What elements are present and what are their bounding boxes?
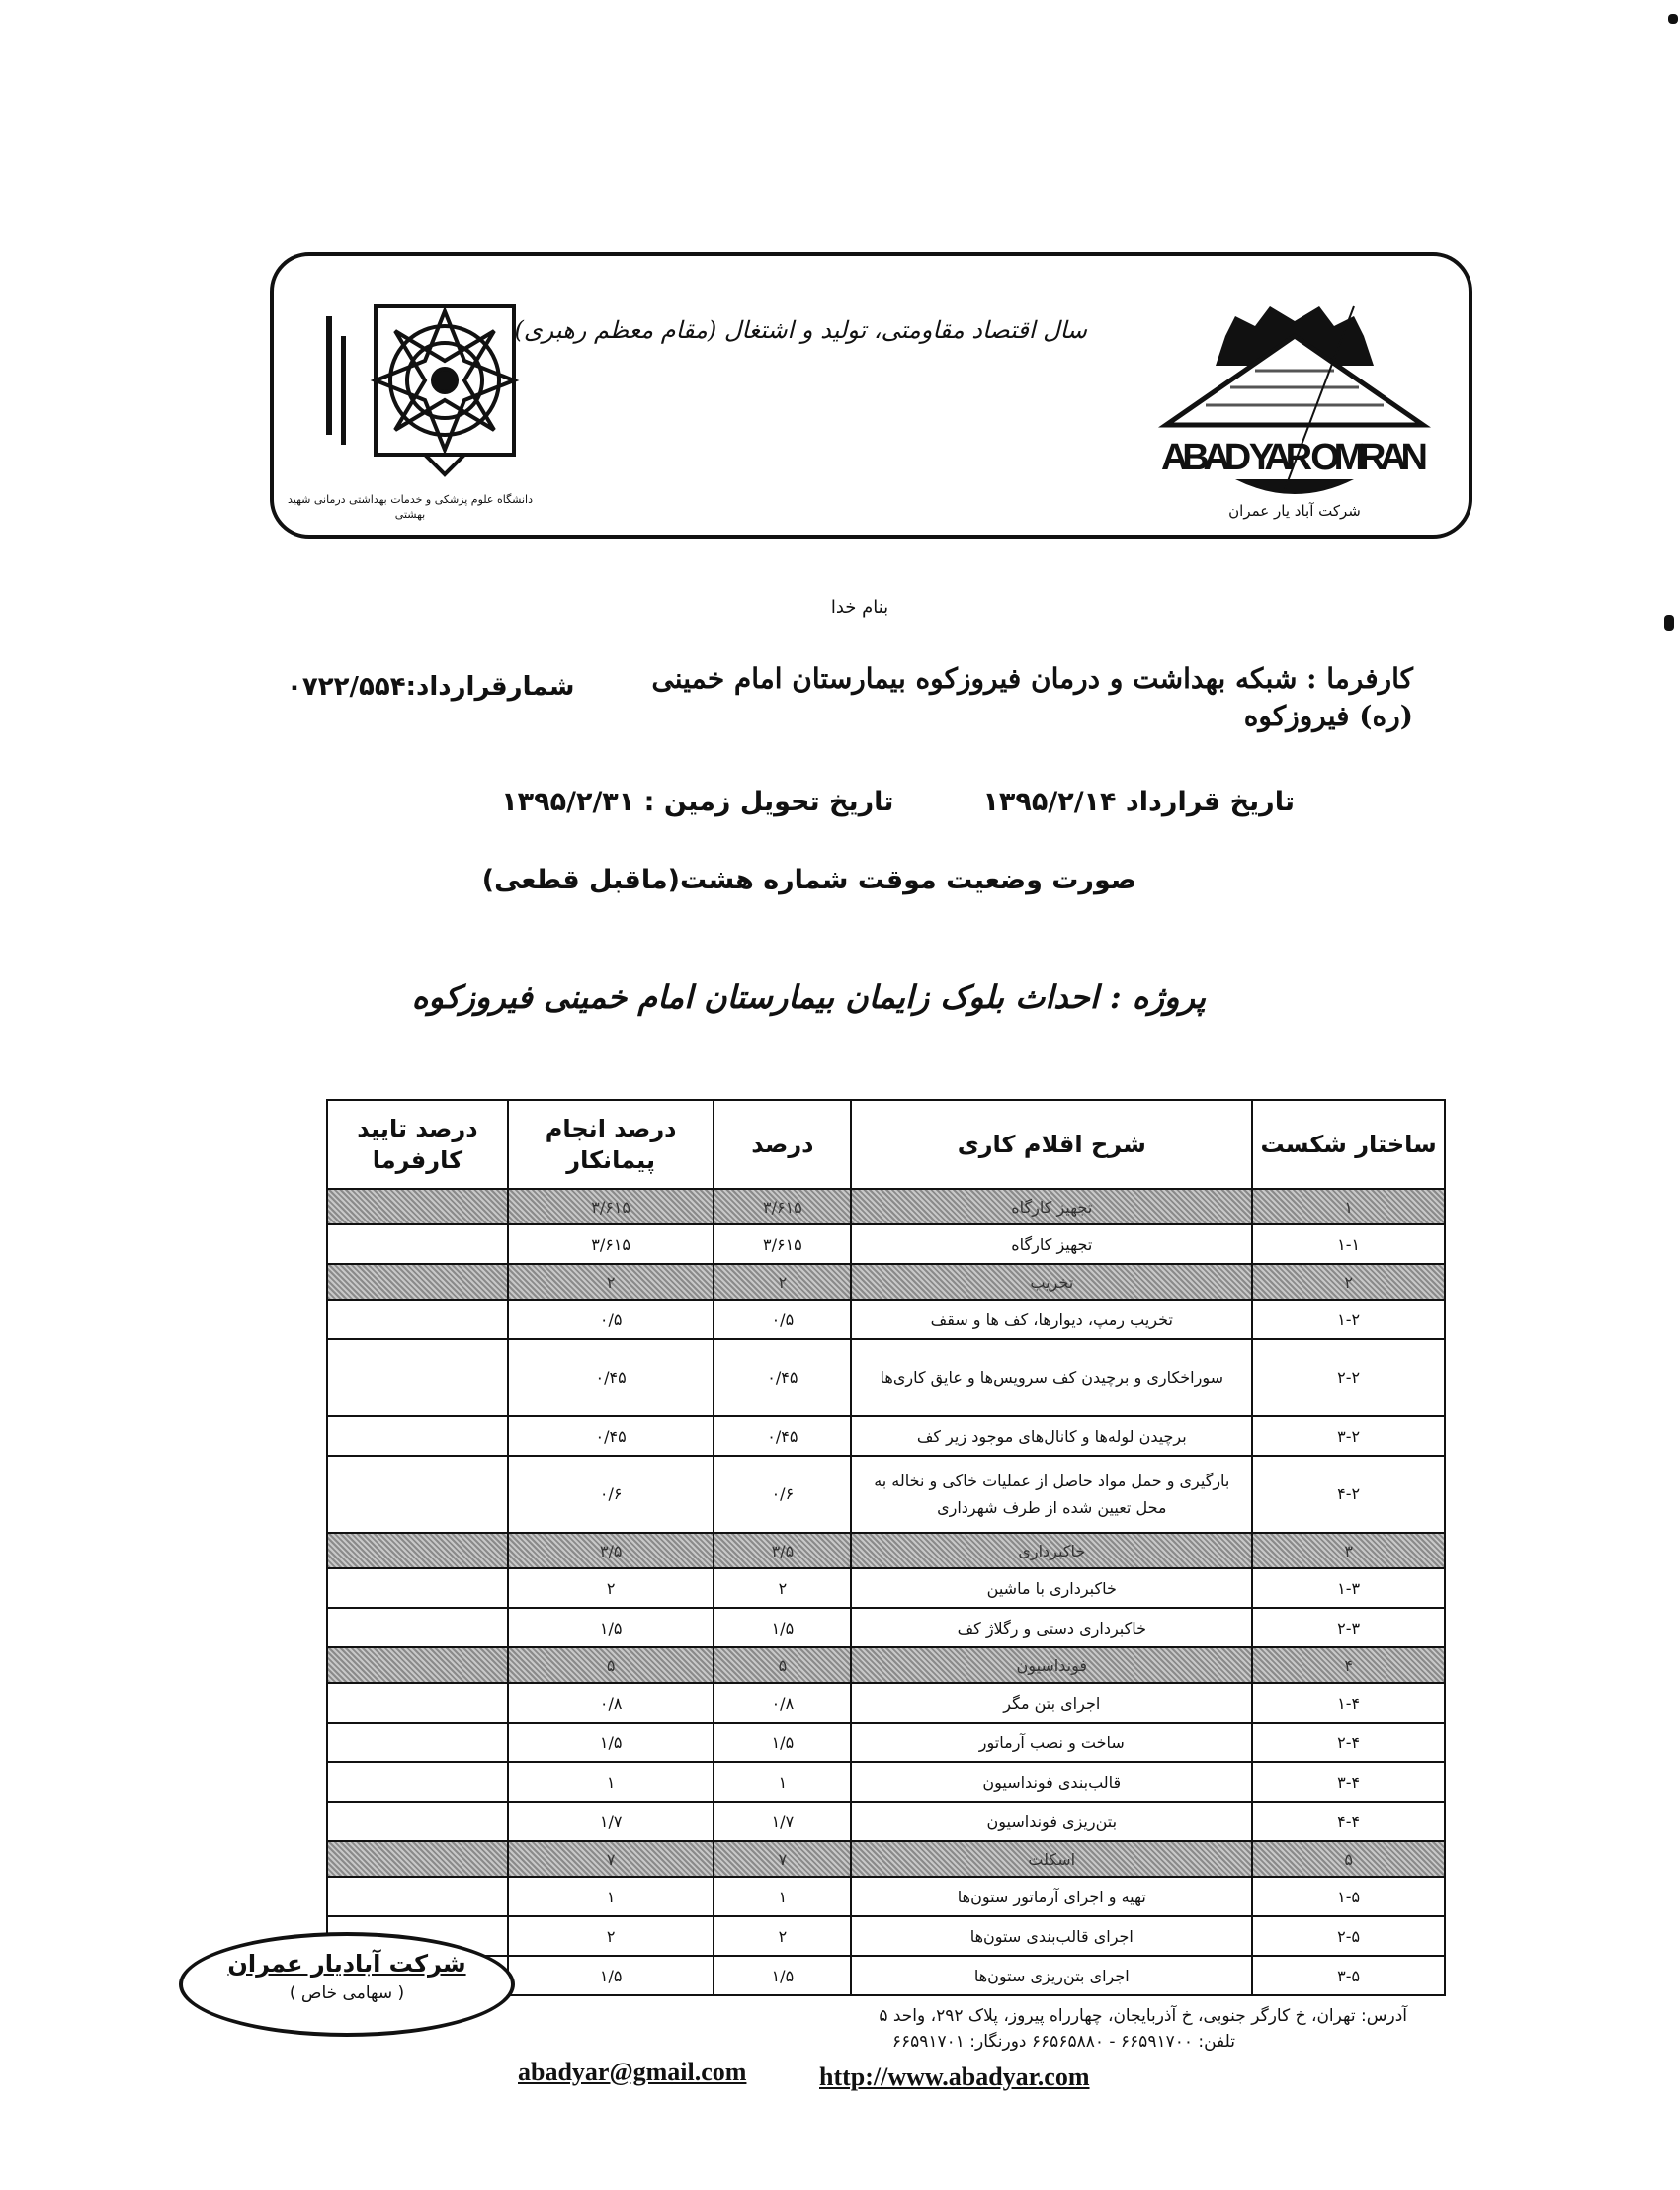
university-logo-text: دانشگاه علوم پزشکی و خدمات بهداشتی درمانی شهید بهشتی (288, 493, 533, 521)
cell-employer-percent (327, 1264, 508, 1300)
footer-phone: تلفن: ۶۶۵۹۱۷۰۰ - ۶۶۵۶۵۸۸۰ دورنگار: ۶۶۵۹۱۷۰۱ (891, 2032, 1235, 2052)
cell-percent-text: ۲ (778, 1578, 788, 1598)
cell-contractor-percent (508, 1189, 714, 1224)
company-stamp (179, 1932, 515, 2037)
cell-code (1252, 1189, 1445, 1224)
cell-code-text: ۳-۴ (1337, 1772, 1361, 1792)
cell-percent-text: ۱ (778, 1887, 788, 1906)
cell-contractor-percent (508, 1339, 714, 1416)
cell-contractor-percent-text: ۲ (606, 1272, 616, 1292)
table-row (327, 1683, 1445, 1723)
table-group-row (327, 1841, 1445, 1877)
cell-code-text: ۲ (1344, 1272, 1353, 1292)
cell-code-text: ۴-۲ (1337, 1484, 1361, 1504)
table-row (327, 1300, 1445, 1339)
cell-contractor-percent (508, 1877, 714, 1916)
cell-description (851, 1224, 1252, 1264)
table-group-row (327, 1264, 1445, 1300)
cell-employer-percent (327, 1802, 508, 1841)
table-row (327, 1723, 1445, 1762)
cell-description-text: قالب‌بندی فونداسیون (982, 1772, 1122, 1792)
cell-description (851, 1877, 1252, 1916)
cell-percent-text: ۱/۷ (771, 1811, 795, 1831)
table-row (327, 1456, 1445, 1533)
cell-percent-text: ۲ (778, 1926, 788, 1946)
punch-hole-mark (1664, 615, 1674, 631)
cell-description (851, 1762, 1252, 1802)
cell-percent (714, 1264, 851, 1300)
cell-percent-text: ۲ (778, 1272, 788, 1292)
cell-employer-percent (327, 1723, 508, 1762)
cell-code (1252, 1647, 1445, 1683)
cell-code (1252, 1339, 1445, 1416)
cell-description (851, 1683, 1252, 1723)
cell-code (1252, 1416, 1445, 1456)
cell-percent (714, 1300, 851, 1339)
land-delivery-date: تاریخ تحویل زمین : ۱۳۹۵/۲/۳۱ (501, 787, 894, 817)
cell-code (1252, 1608, 1445, 1647)
table-row (327, 1608, 1445, 1647)
cell-code (1252, 1802, 1445, 1841)
cell-percent (714, 1683, 851, 1723)
cell-code (1252, 1264, 1445, 1300)
header-breakdown: ساختار شکست (1252, 1100, 1445, 1189)
cell-code (1252, 1568, 1445, 1608)
cell-employer-percent (327, 1416, 508, 1456)
table-group-row (327, 1647, 1445, 1683)
table-row (327, 1339, 1445, 1416)
cell-percent-text: ۰/۸ (771, 1693, 795, 1713)
cell-description-text: برچیدن لوله‌ها و کانال‌های موجود زیر کف (916, 1426, 1187, 1446)
cell-description-text: تجهیز کارگاه (1011, 1197, 1093, 1217)
cell-code-text: ۴ (1344, 1655, 1353, 1675)
work-items-table (326, 1099, 1446, 1996)
year-slogan: سال اقتصاد مقاومتی، تولید و اشتغال (مقام معظم رهبری) (514, 316, 1087, 344)
cell-employer-percent (327, 1647, 508, 1683)
cell-percent-text: ۳/۶۱۵ (762, 1234, 802, 1254)
cell-description-text: تخریب رمپ، دیوارها، کف ها و سقف (930, 1309, 1173, 1329)
cell-code-text: ۱-۳ (1337, 1578, 1361, 1598)
cell-code (1252, 1841, 1445, 1877)
cell-description-text: تجهیز کارگاه (1011, 1234, 1093, 1254)
cell-description (851, 1456, 1252, 1533)
cell-percent-text: ۰/۵ (771, 1309, 795, 1329)
cell-percent-text: ۳/۵ (771, 1541, 795, 1560)
cell-code-text: ۲-۲ (1337, 1368, 1361, 1388)
cell-percent-text: ۰/۶ (771, 1484, 795, 1504)
cell-description-text: اجرای بتن مگر (1003, 1693, 1101, 1713)
cell-contractor-percent (508, 1802, 714, 1841)
cell-description-text: خاکبرداری با ماشین (986, 1578, 1117, 1598)
cell-percent (714, 1339, 851, 1416)
cell-code-text: ۴-۴ (1337, 1811, 1361, 1831)
cell-employer-percent (327, 1841, 508, 1877)
cell-employer-percent (327, 1568, 508, 1608)
stamp-type: ( سهامی خاص ) (289, 1983, 405, 2003)
contract-number: شمارقرارداد:۰۷۲۲/۵۵۴ (287, 672, 575, 702)
cell-contractor-percent-text: ۰/۴۵ (595, 1368, 627, 1388)
statement-title: صورت وضعیت موقت شماره هشت(ماقبل قطعی) (481, 865, 1136, 895)
cell-percent-text: ۱ (778, 1772, 788, 1792)
cell-employer-percent (327, 1683, 508, 1723)
cell-code (1252, 1723, 1445, 1762)
cell-percent (714, 1224, 851, 1264)
cell-contractor-percent-text: ۱/۵ (599, 1732, 623, 1752)
cell-contractor-percent (508, 1608, 714, 1647)
cell-contractor-percent-text: ۵ (606, 1655, 616, 1675)
footer-email[interactable]: abadyar@gmail.com (518, 2058, 747, 2086)
company-logo (1146, 296, 1443, 524)
cell-contractor-percent-text: ۰/۵ (599, 1309, 623, 1329)
cell-contractor-percent (508, 1683, 714, 1723)
cell-code-text: ۱-۵ (1337, 1887, 1361, 1906)
cell-description (851, 1264, 1252, 1300)
cell-code-text: ۱-۴ (1337, 1693, 1361, 1713)
cell-percent (714, 1841, 851, 1877)
cell-percent (714, 1189, 851, 1224)
employer-line: کارفرما : شبکه بهداشت و درمان فیروزکوه بیمارستان امام خمینی (ره) فیروزکوه (651, 662, 1413, 732)
cell-employer-percent (327, 1608, 508, 1647)
stamp-name: شرکت آبادیار عمران (227, 1950, 466, 1978)
cell-description (851, 1647, 1252, 1683)
table-header-row (327, 1100, 1445, 1189)
cell-description-text: اجرای بتن‌ریزی ستون‌ها (973, 1966, 1130, 1985)
cell-contractor-percent (508, 1647, 714, 1683)
cell-contractor-percent (508, 1300, 714, 1339)
cell-percent-text: ۷ (778, 1849, 788, 1869)
cell-contractor-percent (508, 1533, 714, 1568)
cell-description (851, 1723, 1252, 1762)
cell-contractor-percent (508, 1416, 714, 1456)
cell-percent (714, 1956, 851, 1995)
header-employer-percent: درصد تایید کارفرما (327, 1100, 508, 1189)
header-percent: درصد (714, 1100, 851, 1189)
cell-description (851, 1568, 1252, 1608)
cell-contractor-percent (508, 1224, 714, 1264)
cell-percent (714, 1647, 851, 1683)
cell-code-text: ۲-۴ (1337, 1732, 1361, 1752)
svg-text:شرکت آباد یار عمران: شرکت آباد یار عمران (1228, 502, 1361, 520)
contract-date: تاریخ قرارداد ۱۳۹۵/۲/۱۴ (982, 787, 1295, 817)
cell-percent-text: ۱/۵ (771, 1618, 795, 1638)
cell-employer-percent (327, 1456, 508, 1533)
cell-contractor-percent (508, 1456, 714, 1533)
cell-code-text: ۳ (1344, 1541, 1353, 1560)
cell-code (1252, 1300, 1445, 1339)
cell-contractor-percent (508, 1841, 714, 1877)
table-row (327, 1802, 1445, 1841)
cell-code-text: ۳-۵ (1337, 1966, 1361, 1985)
cell-contractor-percent-text: ۱ (606, 1887, 616, 1906)
cell-description (851, 1416, 1252, 1456)
cell-percent (714, 1916, 851, 1956)
cell-description-text: ساخت و نصب آرماتور (978, 1732, 1125, 1752)
cell-contractor-percent-text: ۰/۸ (599, 1693, 623, 1713)
cell-employer-percent (327, 1762, 508, 1802)
cell-code-text: ۱-۲ (1337, 1309, 1361, 1329)
cell-code-text: ۳-۲ (1337, 1426, 1361, 1446)
cell-employer-percent (327, 1189, 508, 1224)
cell-employer-percent (327, 1339, 508, 1416)
cell-contractor-percent-text: ۱/۷ (599, 1811, 623, 1831)
cell-percent (714, 1568, 851, 1608)
cell-employer-percent (327, 1533, 508, 1568)
cell-description (851, 1300, 1252, 1339)
cell-contractor-percent (508, 1723, 714, 1762)
cell-description (851, 1841, 1252, 1877)
dates-line (501, 787, 1295, 817)
cell-code (1252, 1762, 1445, 1802)
cell-percent-text: ۱/۵ (771, 1966, 795, 1985)
cell-description-text: فونداسیون (1016, 1655, 1088, 1675)
header-contractor-percent: درصد انجام پیمانکار (508, 1100, 714, 1189)
cell-percent (714, 1802, 851, 1841)
cell-code (1252, 1877, 1445, 1916)
table-row (327, 1568, 1445, 1608)
cell-code (1252, 1533, 1445, 1568)
cell-contractor-percent-text: ۷ (606, 1849, 616, 1869)
cell-percent-text: ۳/۶۱۵ (762, 1197, 802, 1217)
cell-contractor-percent-text: ۰/۴۵ (595, 1426, 627, 1446)
cell-contractor-percent-text: ۳/۶۱۵ (591, 1197, 631, 1217)
cell-percent-text: ۱/۵ (771, 1732, 795, 1752)
cell-percent (714, 1723, 851, 1762)
table-row (327, 1877, 1445, 1916)
table-row (327, 1416, 1445, 1456)
cell-description (851, 1533, 1252, 1568)
cell-description-text: بتن‌ریزی فونداسیون (986, 1811, 1118, 1831)
cell-description (851, 1802, 1252, 1841)
cell-description-text: خاکبرداری (1018, 1541, 1086, 1560)
cell-employer-percent (327, 1224, 508, 1264)
cell-description-text: بارگیری و حمل مواد حاصل از عملیات خاکی و نخاله به محل تعیین شده از طرف شهرداری (874, 1471, 1230, 1517)
cell-contractor-percent (508, 1568, 714, 1608)
cell-contractor-percent (508, 1916, 714, 1956)
cell-code (1252, 1956, 1445, 1995)
cell-description-text: تهیه و اجرای آرماتور ستون‌ها (957, 1887, 1146, 1906)
cell-employer-percent (327, 1300, 508, 1339)
table-group-row (327, 1189, 1445, 1224)
cell-percent-text: ۰/۴۵ (767, 1426, 798, 1446)
scan-mark (1668, 14, 1678, 24)
cell-contractor-percent-text: ۲ (606, 1578, 616, 1598)
cell-description (851, 1189, 1252, 1224)
cell-contractor-percent (508, 1956, 714, 1995)
basmala: بنام خدا (830, 597, 889, 618)
footer-address: آدرس: تهران، خ کارگر جنوبی، خ آذربایجان، چهارراه پیروز، پلاک ۲۹۲، واحد ۵ (879, 2006, 1407, 2026)
cell-contractor-percent-text: ۳/۶۱۵ (591, 1234, 631, 1254)
cell-description-text: تخریب (1030, 1272, 1074, 1292)
cell-code (1252, 1456, 1445, 1533)
cell-description (851, 1339, 1252, 1416)
cell-code (1252, 1683, 1445, 1723)
cell-percent (714, 1608, 851, 1647)
cell-contractor-percent-text: ۱/۵ (599, 1618, 623, 1638)
table-group-row (327, 1533, 1445, 1568)
cell-contractor-percent-text: ۱/۵ (599, 1966, 623, 1985)
footer-website[interactable]: http://www.abadyar.com (819, 2063, 1090, 2091)
cell-employer-percent (327, 1877, 508, 1916)
cell-code (1252, 1224, 1445, 1264)
cell-percent-text: ۰/۴۵ (767, 1368, 798, 1388)
cell-code-text: ۲-۵ (1337, 1926, 1361, 1946)
cell-code-text: ۱ (1344, 1197, 1353, 1217)
cell-code-text: ۲-۳ (1337, 1618, 1361, 1638)
header-description: شرح اقلام کاری (851, 1100, 1252, 1189)
cell-contractor-percent-text: ۰/۶ (599, 1484, 623, 1504)
project-title: پروژه : احداث بلوک زایمان بیمارستان امام خمینی فیروزکوه (411, 978, 1206, 1016)
cell-contractor-percent-text: ۲ (606, 1926, 616, 1946)
cell-contractor-percent (508, 1264, 714, 1300)
table-row (327, 1762, 1445, 1802)
cell-contractor-percent-text: ۳/۵ (599, 1541, 623, 1560)
university-logo (296, 287, 534, 489)
cell-code-text: ۱-۱ (1337, 1234, 1361, 1254)
cell-description (851, 1956, 1252, 1995)
cell-description-text: اسکلت (1028, 1849, 1076, 1869)
cell-description (851, 1608, 1252, 1647)
cell-description (851, 1916, 1252, 1956)
company-logo-wordmark: ABAD YAR OMRAN (1161, 437, 1428, 478)
cell-percent (714, 1456, 851, 1533)
cell-percent (714, 1533, 851, 1568)
table-row (327, 1224, 1445, 1264)
cell-contractor-percent-text: ۱ (606, 1772, 616, 1792)
cell-percent (714, 1877, 851, 1916)
cell-percent (714, 1416, 851, 1456)
cell-code (1252, 1916, 1445, 1956)
cell-description-text: سوراخکاری و برچیدن کف سرویس‌ها و عایق کاری‌ها (880, 1368, 1224, 1388)
cell-code-text: ۵ (1344, 1849, 1353, 1869)
cell-percent (714, 1762, 851, 1802)
cell-contractor-percent (508, 1762, 714, 1802)
cell-description-text: اجرای قالب‌بندی ستون‌ها (969, 1926, 1134, 1946)
cell-description-text: خاکبرداری دستی و رگلاژ کف (957, 1618, 1146, 1638)
cell-percent-text: ۵ (778, 1655, 788, 1675)
